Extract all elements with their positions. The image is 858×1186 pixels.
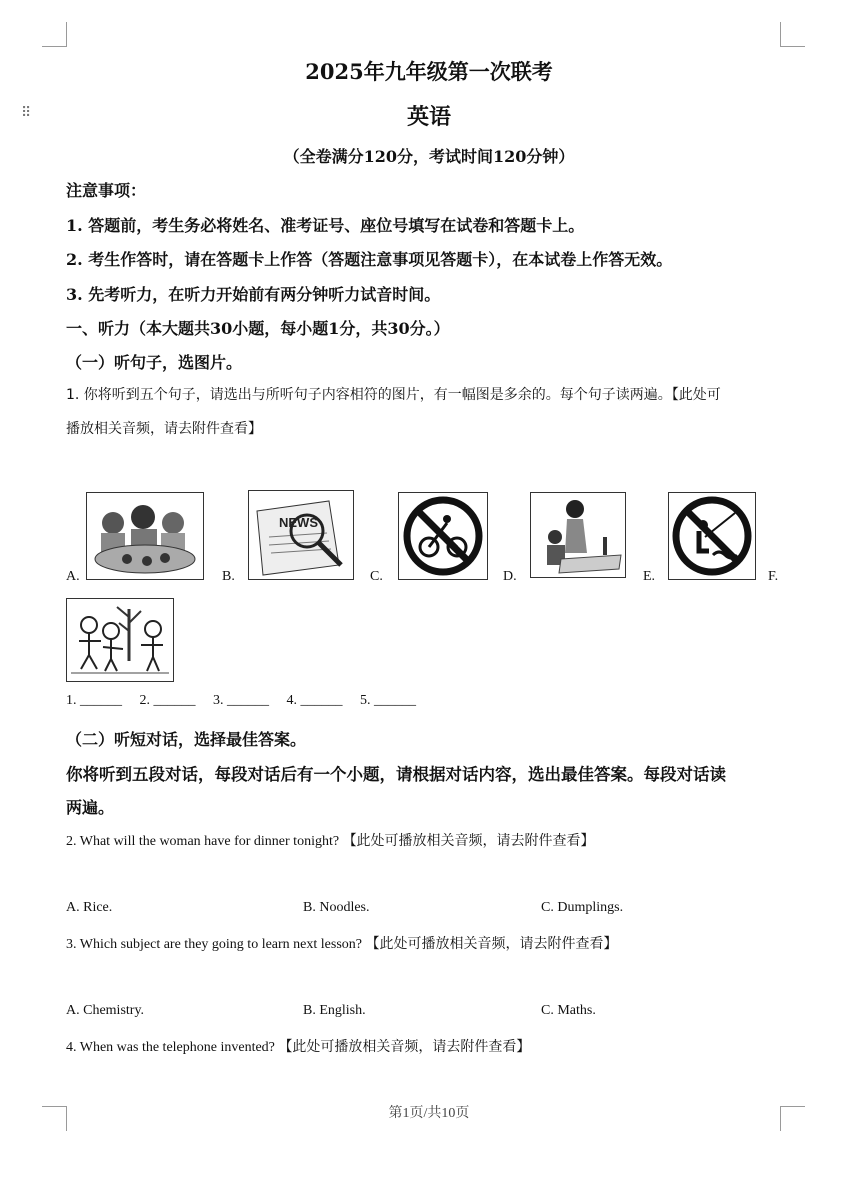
picture-label-c: C. xyxy=(370,569,383,584)
question-4-stem: 4. When was the telephone invented? xyxy=(66,1040,275,1055)
notice-item-3: 3. 先考听力，在听力开始前有两分钟听力试音时间。 xyxy=(66,285,441,304)
question-4-audio-note[interactable]: 【此处可播放相关音频，请去附件查看】 xyxy=(278,1039,531,1055)
answer-blank-4[interactable]: 4. ______ xyxy=(286,693,343,708)
notice-item-1: 1. 答题前，考生务必将姓名、准考证号、座位号填写在试卷和答题卡上。 xyxy=(66,216,585,235)
q2-option-c[interactable]: C. Dumplings. xyxy=(541,900,624,915)
question-2-audio-note[interactable]: 【此处可播放相关音频，请去附件查看】 xyxy=(342,833,595,849)
picture-label-f: F. xyxy=(768,569,779,584)
picture-label-d: D. xyxy=(503,569,517,584)
picture-label-b: B. xyxy=(222,569,235,584)
part1-instruction-line1: 1. 你将听到五个句子，请选出与所听句子内容相符的图片，有一幅图是多余的。每个句子读两遍。【此处可 xyxy=(66,387,721,403)
picture-a-family-meal xyxy=(86,492,204,580)
score-note: （全卷满分120分，考试时间120分钟） xyxy=(283,147,575,166)
answer-blanks xyxy=(66,693,430,709)
part2-instruction-line1: 你将听到五段对话，每段对话后有一个小题，请根据对话内容，选出最佳答案。每段对话读 xyxy=(66,765,726,784)
picture-e-no-fishing-sign xyxy=(668,492,756,580)
answer-blank-2[interactable]: 2. ______ xyxy=(139,693,196,708)
q3-option-a[interactable]: A. Chemistry. xyxy=(66,1003,145,1018)
notice-item-2: 2. 考生作答时，请在答题卡上作答（答题注意事项见答题卡），在本试卷上作答无效。 xyxy=(66,250,673,269)
section-heading: 一、听力（本大题共30小题，每小题1分，共30分。） xyxy=(66,319,450,338)
crop-mark-top-right xyxy=(780,22,805,47)
question-2 xyxy=(66,830,595,850)
drag-handle-icon[interactable]: ⠿ xyxy=(21,105,30,121)
question-3 xyxy=(66,933,618,953)
crop-mark-top-left xyxy=(42,22,67,47)
picture-f-planting-trees xyxy=(66,598,174,682)
picture-b-newspaper xyxy=(248,490,354,580)
exam-subject: 英语 xyxy=(406,104,451,130)
question-2-stem: 2. What will the woman have for dinner tonight? xyxy=(66,834,340,849)
question-3-audio-note[interactable]: 【此处可播放相关音频，请去附件查看】 xyxy=(365,936,618,952)
picture-d-homework xyxy=(530,492,626,578)
part1-instruction-line2: 播放相关音频，请去附件查看】 xyxy=(66,421,262,437)
answer-blank-1[interactable]: 1. ______ xyxy=(66,693,122,708)
exam-title: 2025年九年级第一次联考 xyxy=(305,59,553,84)
page-number: 第1页/共10页 xyxy=(388,1106,470,1121)
picture-label-e: E. xyxy=(643,569,656,584)
part1-heading: （一）听句子，选图片。 xyxy=(66,353,243,372)
question-4 xyxy=(66,1036,530,1056)
svg-text:NEWS: NEWS xyxy=(279,515,318,530)
part2-heading: （二）听短对话，选择最佳答案。 xyxy=(66,730,307,749)
q3-option-b[interactable]: B. English. xyxy=(303,1003,366,1018)
notice-heading: 注意事项： xyxy=(66,181,147,200)
answer-blank-5[interactable]: 5. ______ xyxy=(360,693,416,708)
q3-option-c[interactable]: C. Maths. xyxy=(541,1003,596,1018)
picture-c-no-cycling-sign xyxy=(398,492,488,580)
picture-label-a: A. xyxy=(66,569,80,584)
answer-blank-3[interactable]: 3. ______ xyxy=(213,693,269,708)
q2-option-a[interactable]: A. Rice. xyxy=(66,900,113,915)
question-3-stem: 3. Which subject are they going to learn next lesson? xyxy=(66,937,362,952)
part2-instruction-line2: 两遍。 xyxy=(66,798,115,817)
q2-option-b[interactable]: B. Noodles. xyxy=(303,900,370,915)
